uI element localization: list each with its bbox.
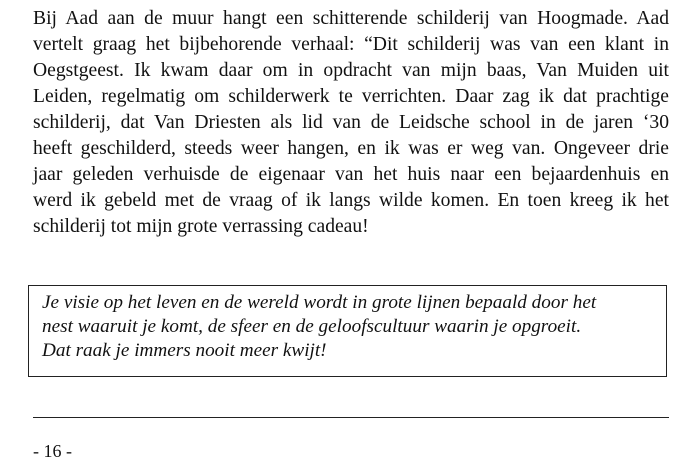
footer-divider bbox=[33, 417, 669, 418]
body-line: schilderij tot mijn grote verrassing cadeau! bbox=[33, 216, 369, 237]
body-line: Leiden, regelmatig om schilderwerk te verrichten. Daar zag ik dat prachtige bbox=[33, 86, 669, 107]
quote-box bbox=[28, 285, 667, 377]
quote-line: nest waaruit je komt, de sfeer en de geloofscultuur waarin je opgroeit. bbox=[42, 316, 582, 337]
body-line: Oegstgeest. Ik kwam daar om in opdracht van mijn baas, Van Muiden uit bbox=[33, 60, 669, 81]
quote-line: Je visie op het leven en de wereld wordt in grote lijnen bepaald door het bbox=[42, 292, 597, 313]
body-line: schilderij, dat Van Driesten als lid van de Leidsche school in de jaren ‘30 bbox=[33, 112, 669, 133]
body-line: heeft geschilderd, steeds weer hangen, en ik was er weg van. Ongeveer drie bbox=[33, 138, 669, 159]
body-line: jaar geleden verhuisde de eigenaar van het huis naar een bejaardenhuis en bbox=[33, 164, 669, 185]
quote-line: Dat raak je immers nooit meer kwijt! bbox=[42, 340, 327, 361]
body-line: Bij Aad aan de muur hangt een schitterende schilderij van Hoogmade. Aad bbox=[33, 8, 669, 29]
body-line: werd ik gebeld met de vraag of ik langs wilde komen. En toen kreeg ik het bbox=[33, 190, 669, 211]
body-paragraph bbox=[33, 6, 669, 240]
body-line: vertelt graag het bijbehorende verhaal: “Dit schilderij was van een klant in bbox=[33, 34, 669, 55]
page-number: - 16 - bbox=[33, 441, 72, 461]
quote-text bbox=[42, 291, 596, 363]
